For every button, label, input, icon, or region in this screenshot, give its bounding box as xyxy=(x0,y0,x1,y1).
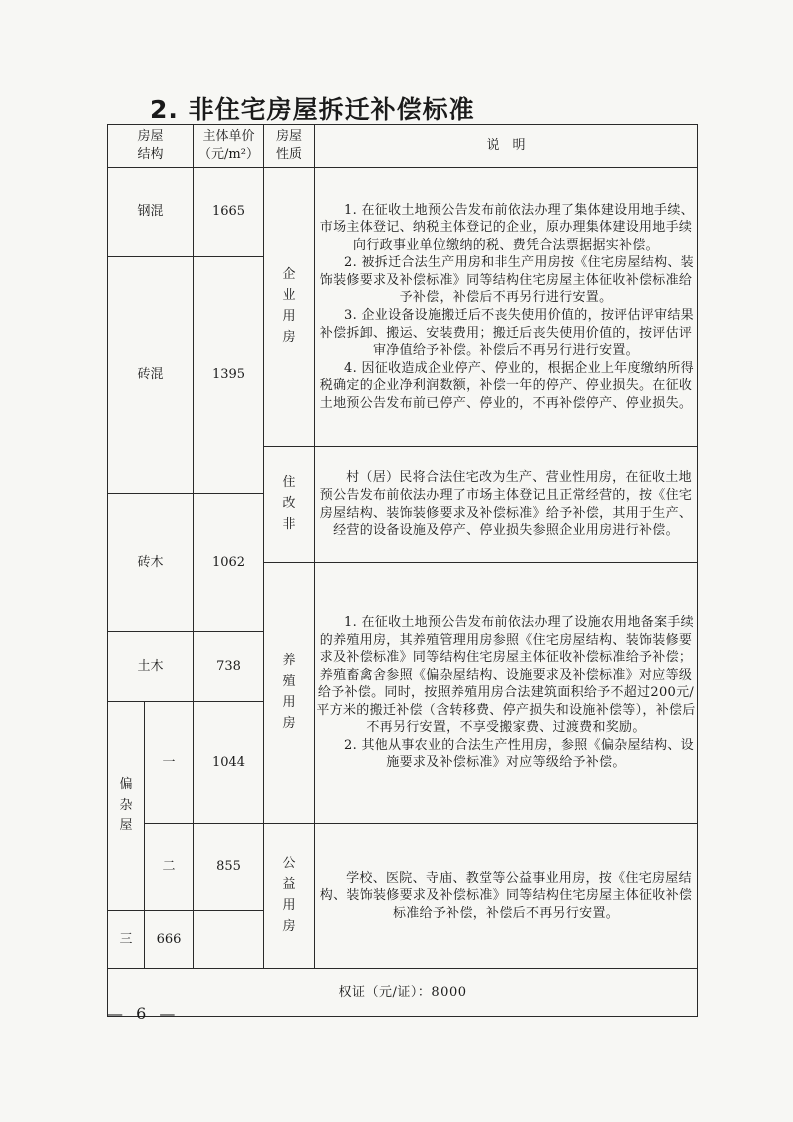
category-enterprise xyxy=(264,168,315,447)
desc-breeding xyxy=(315,563,698,824)
page-title: 2. 非住宅房屋拆迁补偿标准 xyxy=(150,95,475,124)
price-cell-zhuan-mu: 1062 xyxy=(194,494,264,632)
category-public-welfare-label: 公益用房 xyxy=(282,856,296,934)
grade-cell-2: 二 xyxy=(145,824,194,911)
header-row xyxy=(108,125,698,168)
certificate-fee: 权证（元/证）：8000 xyxy=(108,969,698,1017)
price-cell-zhuan-hun: 1395 xyxy=(194,257,264,494)
price-cell-misc-1: 1044 xyxy=(194,702,264,824)
structure-cell-tu-mu: 土木 xyxy=(108,632,194,702)
price-cell-tu-mu: 738 xyxy=(194,632,264,702)
desc-paragraph: 村（居）民将合法住宅改为生产、营业性用房，在征收土地预公告发布前依法办理了市场主体登记且正常经营的，按《住宅房屋结构、装饰装修要求及补偿标准》给予补偿，其用于生产、经营的设备设施及停产、停业损失参照企业用房进行补偿。 xyxy=(319,470,693,539)
compensation-table xyxy=(107,124,698,1017)
header-unit-price xyxy=(194,125,264,168)
structure-cell-misc-label: 偏杂屋 xyxy=(119,776,133,834)
structure-cell-zhuan-hun: 砖混 xyxy=(108,257,194,494)
header-unit-price-text: 主体单价（元/m²） xyxy=(198,128,259,162)
desc-residential-to-nonres xyxy=(315,447,698,563)
header-nature-text: 房屋性质 xyxy=(275,128,302,162)
desc-paragraph: 学校、医院、寺庙、教堂等公益事业用房，按《住宅房屋结构、装饰装修要求及补偿标准》同等结构住宅房屋主体征收补偿标准给予补偿，补偿后不再另行安置。 xyxy=(319,870,693,921)
page-number: — 6 — xyxy=(107,1004,180,1023)
desc-public-welfare xyxy=(315,824,698,969)
desc-paragraph: 1. 在征收土地预公告发布前依法办理了集体建设用地手续、市场主体登记、纳税主体登记的企业，原办理集体建设用地手续向行政事业单位缴纳的税、费凭合法票据据实补偿。 xyxy=(319,202,694,253)
structure-cell-gang-hun: 钢混 xyxy=(108,168,194,257)
grade-cell-3: 三 xyxy=(108,911,145,969)
category-enterprise-label: 企业用房 xyxy=(282,267,296,345)
category-public-welfare xyxy=(264,824,315,969)
desc-paragraph: 2. 被拆迁合法生产用房和非生产用房按《住宅房屋结构、装饰装修要求及补偿标准》同等结构住宅房屋主体征收补偿标准给予补偿，补偿后不再另行进行安置。 xyxy=(319,255,694,306)
price-cell-misc-3: 666 xyxy=(145,911,194,969)
grade-cell-1: 一 xyxy=(145,702,194,824)
category-breeding-label: 养殖用房 xyxy=(282,653,296,731)
desc-paragraph: 1. 在征收土地预公告发布前依法办理了设施农用地备案手续的养殖用房，其养殖管理用房参照《住宅房屋结构、装饰装修要求及补偿标准》同等结构住宅房屋主体征收补偿标准给予补偿；养殖畜禽舍参照《偏杂屋结构、设施要求及补偿标准》对应等级给予补偿。同时，按照养殖用房合法建筑面积给予不超过200元/平方米的搬迁补偿（含转移费、停产损失和设施补偿等），补偿后不再另行安置，不享受搬家费、过渡费和奖励。 xyxy=(316,615,696,736)
desc-paragraph: 4. 因征收造成企业停产、停业的，根据企业上年度缴纳所得税确定的企业净利润数额，补偿一年的停产、停业损失。在征收土地预公告发布前已停产、停业的，不再补偿停产、停业损失。 xyxy=(319,360,694,411)
desc-paragraph: 2. 其他从事农业的合法生产性用房，参照《偏杂屋结构、设施要求及补偿标准》对应等级给予补偿。 xyxy=(344,737,694,771)
desc-paragraph: 3. 企业设备设施搬迁后不丧失使用价值的，按评估评审结果补偿拆卸、搬运、安装费用；搬迁后丧失使用价值的，按评估评审净值给予补偿。补偿后不再另行进行安置。 xyxy=(319,308,694,359)
category-breeding xyxy=(264,563,315,824)
structure-cell-misc xyxy=(108,702,145,911)
structure-cell-zhuan-mu: 砖木 xyxy=(108,494,194,632)
price-cell-misc-2: 855 xyxy=(194,824,264,911)
desc-enterprise xyxy=(315,168,698,447)
header-nature xyxy=(264,125,315,168)
price-cell-gang-hun: 1665 xyxy=(194,168,264,257)
header-structure-text: 房屋结构 xyxy=(137,128,164,162)
category-residential-to-nonres xyxy=(264,447,315,563)
header-description: 说 明 xyxy=(315,125,698,168)
category-residential-to-nonres-label: 住改非 xyxy=(282,475,296,532)
header-structure xyxy=(108,125,194,168)
